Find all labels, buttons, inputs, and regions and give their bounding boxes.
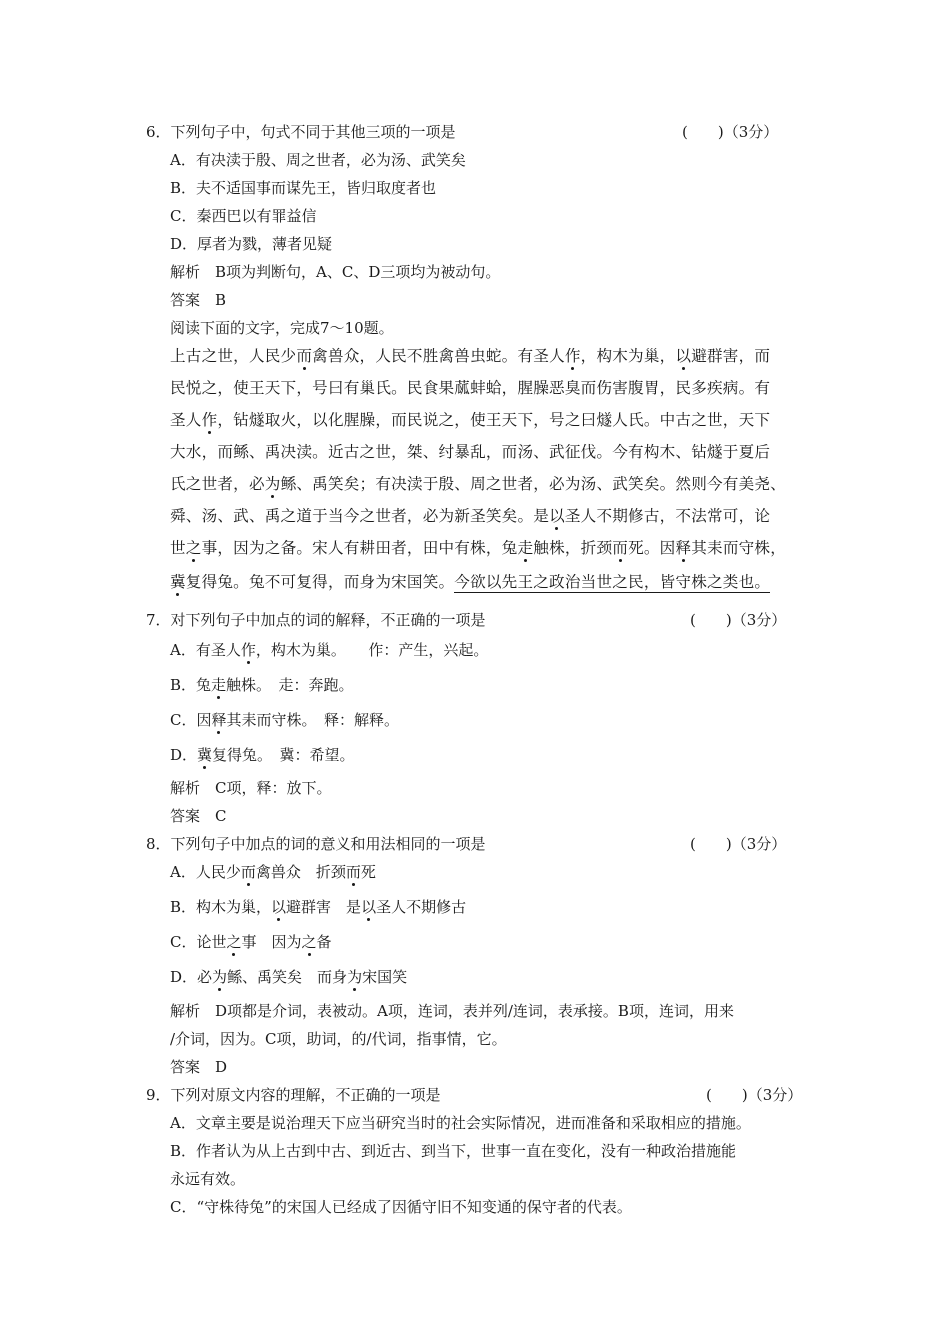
reading-intro: 阅读下面的文字，完成7～10题。 xyxy=(170,319,394,337)
dotted-word: 之 xyxy=(185,539,202,557)
q9-option-b-line-2: 永远有效。 xyxy=(170,1170,246,1188)
q6-bracket: ( )（3分） xyxy=(682,123,779,141)
q6-analysis: 解析 B项为判断句，A、C、D三项均为被动句。 xyxy=(170,263,501,281)
q6-answer: 答案 B xyxy=(170,291,227,309)
passage-line-2: 民悦之，使王天下，号曰有巢氏。民食果蓏蚌蛤，腥臊恶臭而伤害腹胃，民多疾病。有 xyxy=(170,379,771,397)
dotted-word: 而 xyxy=(612,539,629,557)
passage-line-4: 大水，而鲧、禹决渎。近古之世，桀、纣暴乱，而汤、武征伐。今有构木、钻燧于夏后 xyxy=(170,443,771,461)
dotted-word: 冀 xyxy=(170,573,186,591)
dotted-word: 作 xyxy=(240,641,256,659)
dotted-word: 之 xyxy=(301,933,317,951)
q6-option-c: C．秦西巴以有罪益信 xyxy=(170,207,317,225)
q6-option-d: D．厚者为戮，薄者见疑 xyxy=(170,235,333,253)
dotted-word: 为 xyxy=(347,968,363,986)
q7-stem: 7．对下列句子中加点的词的解释，不正确的一项是 xyxy=(146,611,486,629)
q7-analysis: 解析 C项，释：放下。 xyxy=(170,779,332,797)
q7-option-c: C．因释其耒而守株。 释：解释。 xyxy=(170,711,400,729)
passage-line-5: 氏之世者，必为鲧、禹笑矣；有决渎于殷、周之世者，必为汤、武笑矣。然则今有美尧、 xyxy=(170,475,786,493)
q6-option-a: A．有决渎于殷、周之世者，必为汤、武笑矣 xyxy=(170,151,466,169)
q6-stem: 6．下列句子中，句式不同于其他三项的一项是 xyxy=(146,123,456,141)
dotted-word: 释 xyxy=(675,539,692,557)
dotted-word: 作 xyxy=(564,347,581,365)
passage-line-1: 上古之世，人民少而禽兽众，人民不胜禽兽虫蛇。有圣人作，构木为巢，以避群害，而 xyxy=(170,347,771,365)
dotted-word: 为 xyxy=(212,968,228,986)
passage-line-7: 世之事，因为之备。宋人有耕田者，田中有株，兔走触株，折颈而死。因释其耒而守株， xyxy=(170,539,787,557)
q6-option-b: B．夫不适国事而谋先王，皆归取度者也 xyxy=(170,179,437,197)
underlined-sentence: 今欲以先王之政治当世之民，皆守株之类也。 xyxy=(454,573,771,591)
dotted-word: 之 xyxy=(226,933,242,951)
q8-stem: 8．下列句子中加点的词的意义和用法相同的一项是 xyxy=(146,835,486,853)
q8-option-a: A．人民少而禽兽众 折颈而死 xyxy=(170,863,376,881)
passage-line-6: 舜、汤、武、禹之道于当今之世者，必为新圣笑矣。是以圣人不期修古，不法常可，论 xyxy=(170,507,771,525)
dotted-word: 以 xyxy=(361,898,377,916)
q9-option-b-line-1: B．作者认为从上古到中古、到近古、到当下，世事一直在变化，没有一种政治措施能 xyxy=(170,1142,737,1160)
dotted-word: 走 xyxy=(211,676,227,694)
q8-option-d: D．必为鲧、禹笑矣 而身为宋国笑 xyxy=(170,968,408,986)
q9-stem: 9．下列对原文内容的理解，不正确的一项是 xyxy=(146,1086,441,1104)
dotted-word: 以 xyxy=(675,347,692,365)
dotted-word: 走 xyxy=(517,539,534,557)
q8-answer: 答案 D xyxy=(170,1058,228,1076)
dotted-word: 冀 xyxy=(197,746,213,764)
dotted-word: 作 xyxy=(201,411,218,429)
q8-analysis-line-1: 解析 D项都是介词，表被动。A项，连词，表并列/连词，表承接。B项，连词，用来 xyxy=(170,1002,734,1020)
dotted-word: 以 xyxy=(271,898,287,916)
dotted-word: 为 xyxy=(264,475,281,493)
dotted-word: 以 xyxy=(549,507,565,525)
q7-option-a: A．有圣人作，构木为巢。 作：产生，兴起。 xyxy=(170,641,489,659)
q7-bracket: ( )（3分） xyxy=(690,611,787,629)
q8-bracket: ( )（3分） xyxy=(690,835,787,853)
dotted-word: 而 xyxy=(296,347,313,365)
q8-analysis-line-2: /介词，因为。C项，助词，的/代词，指事情，它。 xyxy=(170,1030,507,1048)
passage-line-8: 冀复得兔。兔不可复得，而身为宋国笑。今欲以先王之政治当世之民，皆守株之类也。 xyxy=(170,573,771,591)
q7-option-d: D．冀复得兔。 冀：希望。 xyxy=(170,746,355,764)
q8-option-c: C．论世之事 因为之备 xyxy=(170,933,332,951)
passage-line-3: 圣人作，钻燧取火，以化腥臊，而民说之，使王天下，号之曰燧人氏。中古之世，天下 xyxy=(170,411,771,429)
q9-bracket: ( )（3分） xyxy=(706,1086,803,1104)
dotted-word: 而 xyxy=(345,863,361,881)
q8-option-b: B．构木为巢，以避群害 是以圣人不期修古 xyxy=(170,898,467,916)
q9-option-a: A．文章主要是说治理天下应当研究当时的社会实际情况，进而准备和采取相应的措施。 xyxy=(170,1114,751,1132)
q9-option-c: C．“守株待兔”的宋国人已经成了因循守旧不知变通的保守者的代表。 xyxy=(170,1198,632,1216)
q7-option-b: B．兔走触株。 走：奔跑。 xyxy=(170,676,354,694)
dotted-word: 而 xyxy=(240,863,256,881)
q7-answer: 答案 C xyxy=(170,807,227,825)
dotted-word: 释 xyxy=(211,711,227,729)
